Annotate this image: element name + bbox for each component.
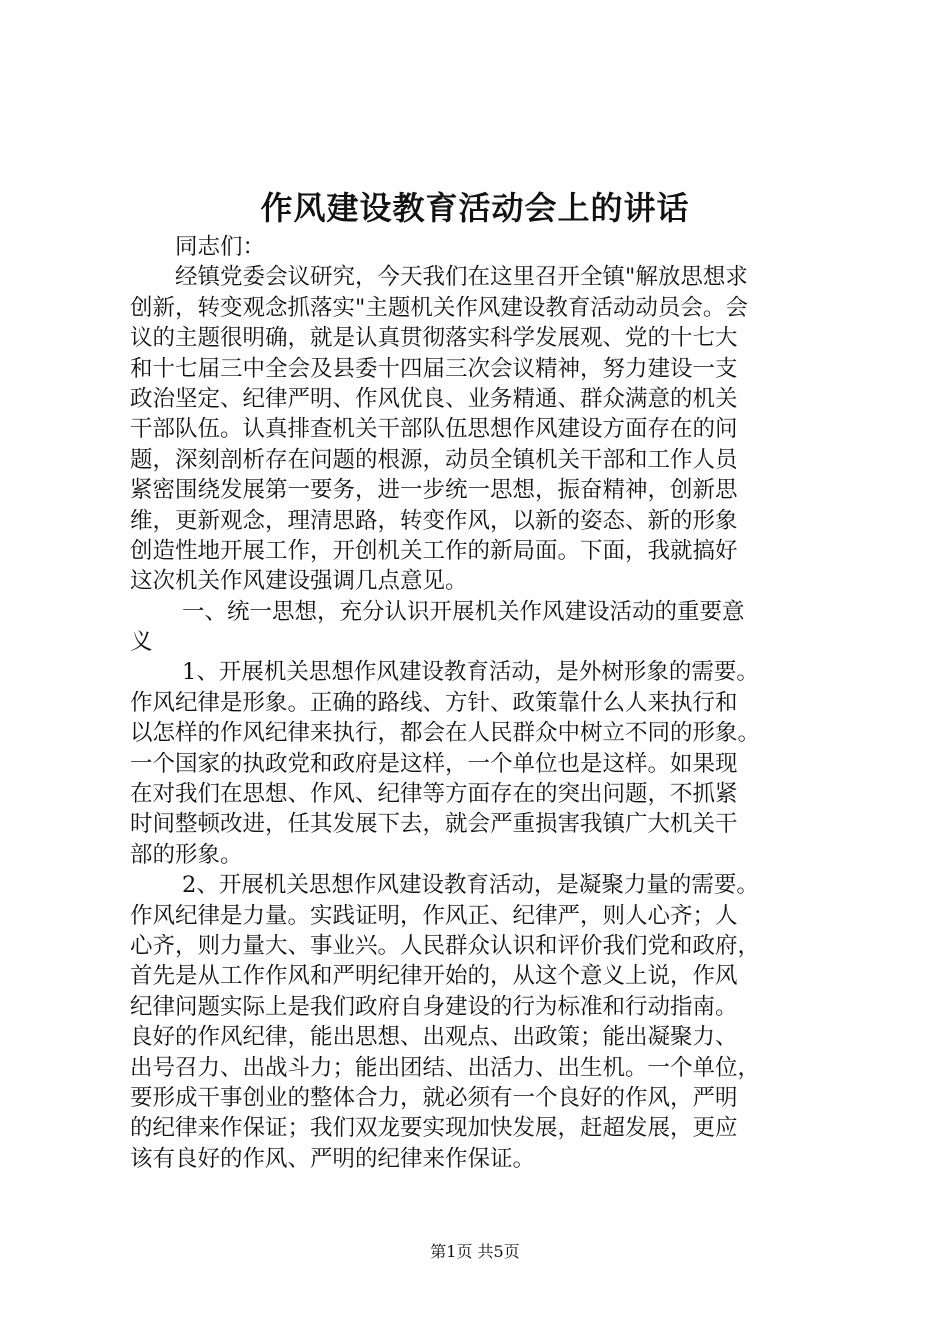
paragraph-line: 时间整顿改进，任其发展下去，就会严重损害我镇广大机关干 <box>130 811 738 838</box>
paragraph-line: 作风纪律是形象。正确的路线、方针、政策靠什么人来执行和 <box>130 689 738 716</box>
paragraph-line: 题，深刻剖析存在问题的根源，动员全镇机关干部和工作人员 <box>130 446 738 473</box>
subsection-line: 1、开展机关思想作风建设教育活动，是外树形象的需要。 <box>182 659 759 686</box>
paragraph-line: 议的主题很明确，就是认真贯彻落实科学发展观、党的十七大 <box>130 325 738 352</box>
paragraph-line: 紧密围绕发展第一要务，进一步统一思想，振奋精神，创新思 <box>130 477 738 504</box>
paragraph-line: 一个国家的执政党和政府是这样，一个单位也是这样。如果现 <box>130 750 738 777</box>
paragraph-line: 政治坚定、纪律严明、作风优良、业务精通、群众满意的机关 <box>130 385 738 412</box>
paragraph-line: 的纪律来作保证；我们双龙要实现加快发展，赶超发展，更应 <box>130 1115 738 1142</box>
paragraph-line: 出号召力、出战斗力；能出团结、出活力、出生机。一个单位， <box>130 1054 761 1081</box>
paragraph-line: 在对我们在思想、作风、纪律等方面存在的突出问题，不抓紧 <box>130 781 738 808</box>
paragraph-line: 作风纪律是力量。实践证明，作风正、纪律严，则人心齐；人 <box>130 902 738 929</box>
document-body <box>130 232 835 1174</box>
paragraph-line: 这次机关作风建设强调几点意见。 <box>130 568 468 595</box>
section-heading-continued: 义 <box>130 629 153 656</box>
paragraph-line: 干部队伍。认真排查机关干部队伍思想作风建设方面存在的问 <box>130 416 738 443</box>
document-title: 作风建设教育活动会上的讲话 <box>260 189 690 227</box>
paragraph-line: 良好的作风纪律，能出思想、出观点、出政策；能出凝聚力、 <box>130 1024 738 1051</box>
paragraph-line: 以怎样的作风纪律来执行，都会在人民群众中树立不同的形象。 <box>130 720 761 747</box>
salutation: 同志们： <box>175 234 266 260</box>
subsection-line: 2、开展机关思想作风建设教育活动，是凝聚力量的需要。 <box>182 872 759 899</box>
paragraph-line: 首先是从工作作风和严明纪律开始的，从这个意义上说，作风 <box>130 963 738 990</box>
paragraph-line: 部的形象。 <box>130 841 243 868</box>
paragraph-line: 经镇党委会议研究，今天我们在这里召开全镇"解放思想求 <box>175 264 748 291</box>
paragraph-line: 心齐，则力量大、事业兴。人民群众认识和评价我们党和政府， <box>130 932 761 959</box>
paragraph-line: 纪律问题实际上是我们政府自身建设的行为标准和行动指南。 <box>130 993 738 1020</box>
paragraph-line: 维，更新观念，理清思路，转变作风，以新的姿态、新的形象 <box>130 507 738 534</box>
page-number-footer: 第1页 共5页 <box>430 1242 520 1261</box>
paragraph-line: 要形成干事创业的整体合力，就必须有一个良好的作风，严明 <box>130 1084 738 1111</box>
section-heading: 一、统一思想，充分认识开展机关作风建设活动的重要意 <box>182 598 745 625</box>
paragraph-line: 和十七届三中全会及县委十四届三次会议精神，努力建设一支 <box>130 355 738 382</box>
paragraph-line: 该有良好的作风、严明的纪律来作保证。 <box>130 1145 536 1172</box>
paragraph-line: 创造性地开展工作，开创机关工作的新局面。下面，我就搞好 <box>130 537 738 564</box>
paragraph-line: 创新，转变观念抓落实"主题机关作风建设教育活动动员会。会 <box>130 294 748 321</box>
